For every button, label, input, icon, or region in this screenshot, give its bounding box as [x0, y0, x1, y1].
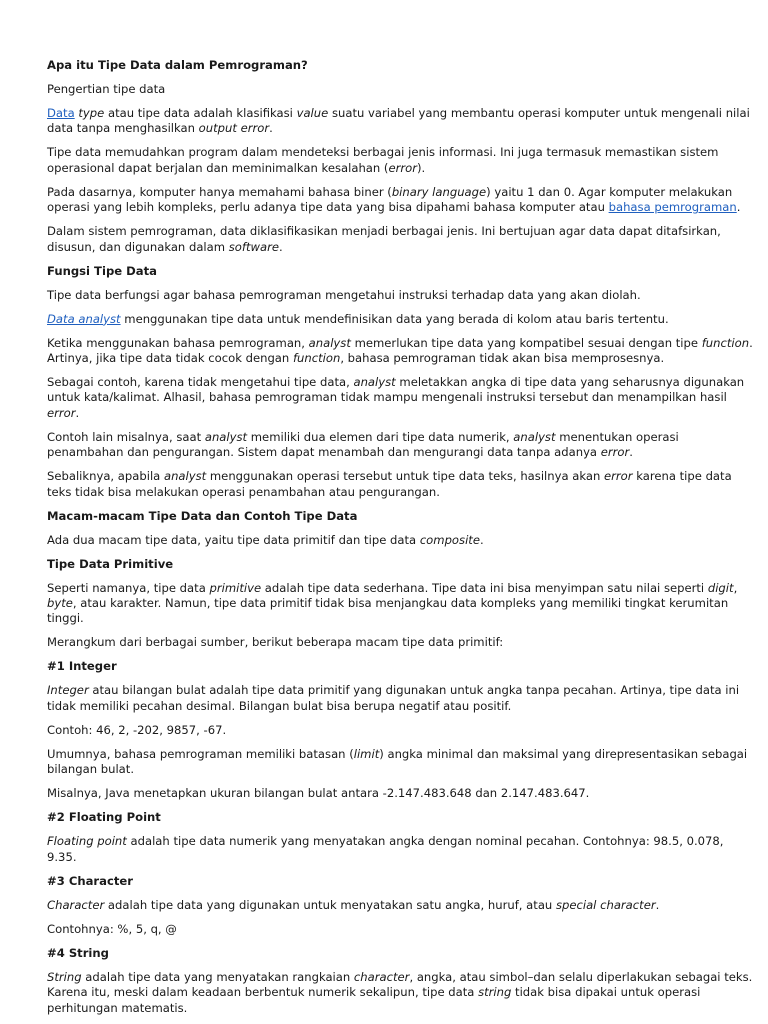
paragraph-example: Sebagai contoh, karena tidak mengetahui tipe data, analyst meletakkan angka di tipe data yang seharusnya digunakan untuk kata/kalimat. Alhasil, bahasa pemrograman tidak mampu mengenali instruksi tersebut dan menampilkan hasil error. [47, 375, 745, 420]
paragraph-limit: Umumnya, bahasa pemrograman memiliki batasan (limit) angka minimal dan maksimal yang direpresentasikan sebagai bilangan bulat. [47, 746, 748, 777]
doc-subtitle: Pengertian tipe data [47, 82, 166, 96]
heading-character: #3 Character [47, 873, 133, 888]
paragraph-java: Misalnya, Java menetapkan ukuran bilangan bulat antara -2.147.483.648 dan 2.147.483.647. [47, 786, 590, 801]
heading-integer: #1 Integer [47, 659, 117, 674]
paragraph-integer: Integer atau bilangan bulat adalah tipe data primitif yang digunakan untuk angka tanpa pecahan. Artinya, tipe data ini tidak memiliki pecahan desimal. Bilangan bulat bisa berupa negatif atau positif. [47, 683, 740, 713]
paragraph-text-example: Sebaliknya, apabila analyst menggunakan operasi tersebut untuk tipe data teks, hasilnya akan error karena tipe data teks tidak bisa melakukan operasi penambahan atau pengurangan. [47, 469, 732, 499]
paragraph-primitive: Seperti namanya, tipe data primitive adalah tipe data sederhana. Tipe data ini bisa menyimpan satu nilai seperti digit, byte, atau karakter. Namun, tipe data primitif tidak bisa menjangkau data kompleks yang memiliki tingkat kerumitan tinggi. [47, 580, 738, 626]
doc-title: Apa itu Tipe Data dalam Pemrograman? [47, 58, 308, 72]
paragraph-integer-example: Contoh: 46, 2, -202, 9857, -67. [47, 722, 227, 737]
paragraph-classification: Dalam sistem pemrograman, data diklasifikasikan menjadi berbagai jenis. Ini bertujuan agar data dapat ditafsirkan, disusun, dan digunakan dalam software. [47, 224, 721, 254]
paragraph-benefit: Tipe data memudahkan program dalam mendeteksi berbagai jenis informasi. Ini juga termasuk memastikan sistem operasional dapat berjalan dan meminimalkan kesalahan (error). [47, 145, 719, 175]
paragraph-numeric-example: Contoh lain misalnya, saat analyst memiliki dua elemen dari tipe data numerik, analyst menentukan operasi penambahan dan pengurangan. Sistem dapat menambah dan mengurangi data tanpa adanya error. [47, 429, 679, 460]
bahasa-pemrograman-link[interactable]: bahasa pemrograman [608, 200, 737, 215]
paragraph-function: Tipe data berfungsi agar bahasa pemrograman mengetahui instruksi terhadap data yang akan diolah. [47, 287, 641, 302]
paragraph-binary: Pada dasarnya, komputer hanya memahami bahasa biner (binary language) yaitu 1 dan 0. Agar komputer melakukan operasi yang lebih kompleks, perlu adanya tipe data yang bisa dipahami bahasa komputer atau bahasa pemrograman. [47, 184, 741, 215]
paragraph-character: Character adalah tipe data yang digunakan untuk menyatakan satu angka, huruf, atau special character. [47, 897, 660, 912]
paragraph-analyst: Data analyst menggunakan tipe data untuk mendefinisikan data yang berada di kolom atau baris tertentu. [47, 311, 669, 326]
paragraph-string: String adalah tipe data yang menyatakan rangkaian character, angka, atau simbol–dan selalu diperlakukan sebagai teks. Karena itu, meski dalam keadaan berbentuk numerik sekalipun, tipe data string tidak bisa dipakai untuk operasi perhitungan matematis. [47, 969, 753, 1015]
heading-macam: Macam-macam Tipe Data dan Contoh Tipe Data [47, 508, 358, 523]
paragraph-definition: Data type atau tipe data adalah klasifikasi value suatu variabel yang membantu operasi komputer untuk mengenali nilai data tanpa menghasilkan output error. [47, 106, 750, 136]
data-link[interactable]: Data [47, 106, 75, 120]
paragraph-character-example: Contohnya: %, 5, q, @ [47, 921, 177, 936]
paragraph-floating-point: Floating point adalah tipe data numerik yang menyatakan angka dengan nominal pecahan. Contohnya: 98.5, 0.078, 9.35. [47, 834, 724, 864]
paragraph-summary: Merangkum dari berbagai sumber, berikut beberapa macam tipe data primitif: [47, 635, 504, 650]
heading-fungsi: Fungsi Tipe Data [47, 263, 157, 278]
heading-floating-point: #2 Floating Point [47, 810, 161, 825]
paragraph-compatibility: Ketika menggunakan bahasa pemrograman, analyst memerlukan tipe data yang kompatibel sesuai dengan tipe function. Artinya, jika tipe data tidak cocok dengan function, bahasa pemrograman tidak akan bisa memprosesnya. [47, 335, 753, 366]
heading-primitive: Tipe Data Primitive [47, 556, 174, 571]
paragraph-two-types: Ada dua macam tipe data, yaitu tipe data primitif dan tipe data composite. [47, 532, 484, 547]
heading-string: #4 String [47, 945, 109, 960]
data-analyst-link[interactable]: Data analyst [47, 311, 121, 326]
